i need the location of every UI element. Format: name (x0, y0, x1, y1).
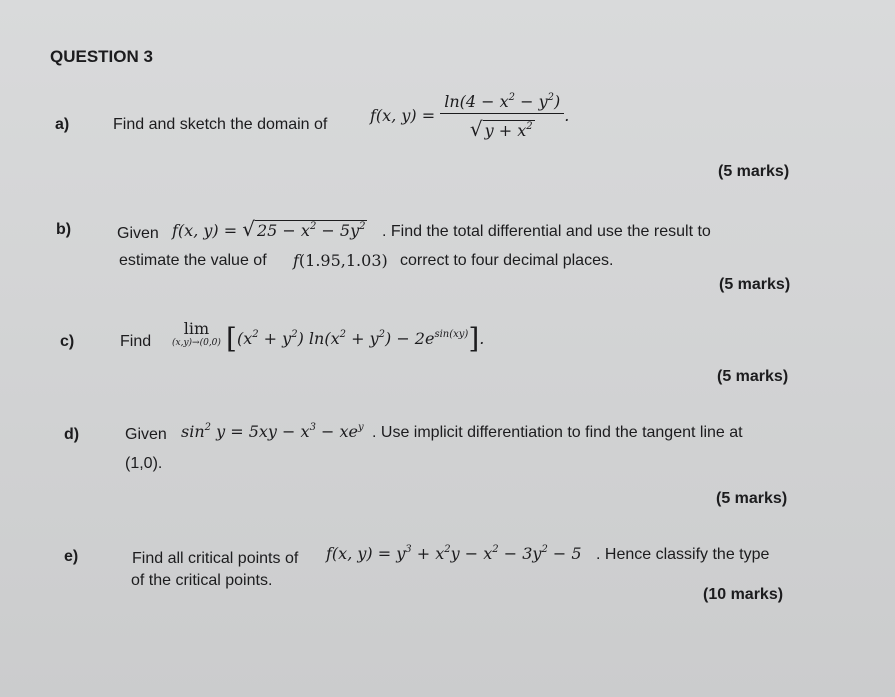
part-e-label: e) (64, 548, 79, 565)
part-e-text2: . Hence classify the type (596, 546, 770, 563)
part-c-text: Find (120, 333, 152, 350)
part-c-label: c) (60, 333, 75, 350)
part-d-formula: $\sin^2 y = 5xy - x^3 - xe^y$ (181, 422, 364, 441)
part-e-formula: f(x, $y) = y^3 + x^2y - x^2 - 3y^2 - 5$ (326, 544, 582, 563)
question-heading: QUESTION 3 (50, 47, 153, 66)
part-c-marks: (5 marks) (717, 368, 789, 385)
part-e-marks: (10 marks) (703, 586, 784, 603)
part-b-text1: Given (117, 225, 159, 242)
part-b-text2: . Find the total differential and use the result to (382, 223, 711, 240)
part-b-text3: estimate the value of (119, 252, 267, 269)
part-b-eval: f(1.95,1.03) (293, 251, 388, 270)
part-d-point: (1,0). (125, 455, 163, 472)
part-d-marks: (5 marks) (716, 490, 788, 507)
part-a-label: a) (55, 116, 70, 133)
part-d-label: d) (64, 426, 80, 443)
part-a-text: Find and sketch the domain of (113, 116, 328, 133)
part-c-formula: lim (x,y)→(0,0) $[(x^2 + y^2) \ln(x^2 + y^2) - 2e^{sin(xy)}]$. (172, 319, 485, 355)
part-b-text4: correct to four decimal places. (400, 252, 614, 269)
part-b-label: b) (56, 221, 72, 238)
part-e-text3: of the critical points. (131, 572, 273, 589)
part-b-formula: f(x, y) = √ $25 - x^2 - 5y^2$ (172, 217, 366, 241)
part-a-marks: (5 marks) (718, 163, 790, 180)
part-e-text1: Find all critical points of (132, 550, 299, 567)
part-d-text2: . Use implicit differentiation to find the tangent line at (372, 424, 743, 441)
part-d-text1: Given (125, 426, 167, 443)
part-b-marks: (5 marks) (719, 276, 791, 293)
part-a-formula: f(x, y) = $\frac{\ln(4 - x^2 - y^2)}{√ y + x^2}$ . (370, 92, 570, 141)
